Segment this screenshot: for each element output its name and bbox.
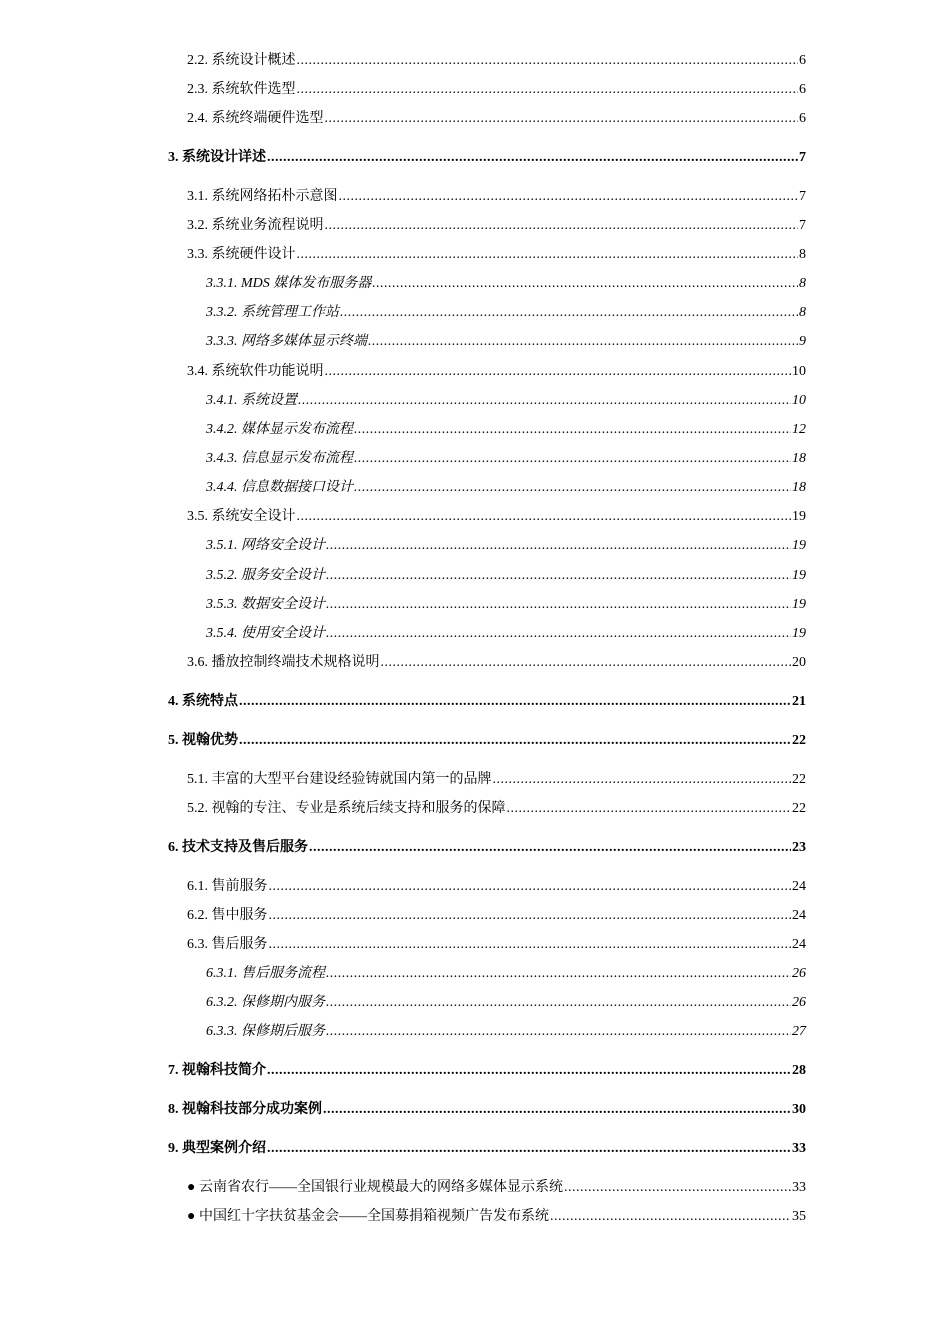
toc-entry-title: 2.2. 系统设计概述 xyxy=(187,53,296,68)
toc-dot-leader xyxy=(297,50,799,72)
toc-dot-leader xyxy=(507,798,792,820)
toc-dot-leader xyxy=(325,108,799,130)
toc-entry-title: 3.6. 播放控制终端技术规格说明 xyxy=(187,655,380,670)
toc-section-entry[interactable] xyxy=(187,215,806,237)
toc-entry-title: 3.4.2. 媒体显示发布流程 xyxy=(206,422,353,437)
toc-section-entry[interactable] xyxy=(187,506,806,528)
toc-subsection-entry[interactable] xyxy=(206,623,806,645)
toc-section-entry[interactable] xyxy=(187,769,806,791)
toc-section-entry[interactable] xyxy=(187,798,806,820)
toc-dot-leader xyxy=(323,1099,791,1121)
toc-page-number: 10 xyxy=(792,364,806,379)
toc-dot-leader xyxy=(267,1060,791,1082)
toc-entry-title: 6.3.2. 保修期内服务 xyxy=(206,995,325,1010)
toc-page-number: 22 xyxy=(792,772,806,787)
toc-entry-title: 6. 技术支持及售后服务 xyxy=(168,840,308,855)
toc-dot-leader xyxy=(354,419,791,441)
toc-page-number: 19 xyxy=(792,597,806,612)
toc-entry-title: 3. 系统设计详述 xyxy=(168,150,266,165)
toc-entry-title: 3.5. 系统安全设计 xyxy=(187,509,296,524)
toc-entry-title: 3.5.3. 数据安全设计 xyxy=(206,597,325,612)
toc-section-entry[interactable] xyxy=(187,186,806,208)
toc-page-number: 28 xyxy=(792,1063,806,1078)
toc-chapter-entry[interactable] xyxy=(168,730,806,752)
toc-dot-leader xyxy=(368,331,798,353)
toc-subsection-entry[interactable] xyxy=(206,535,806,557)
toc-entry-title: 3.4.3. 信息显示发布流程 xyxy=(206,451,353,466)
toc-dot-leader xyxy=(326,992,791,1014)
toc-chapter-entry[interactable] xyxy=(168,837,806,859)
toc-dot-leader xyxy=(298,390,791,412)
toc-case-item-entry[interactable] xyxy=(187,1177,806,1199)
toc-case-item-entry[interactable] xyxy=(187,1206,806,1228)
toc-page-number: 26 xyxy=(792,966,806,981)
toc-page-number: 30 xyxy=(792,1102,806,1117)
toc-section-entry[interactable] xyxy=(187,652,806,674)
toc-entry-title: 6.3.3. 保修期后服务 xyxy=(206,1024,325,1039)
toc-subsection-entry[interactable] xyxy=(206,419,806,441)
toc-page-number: 27 xyxy=(792,1024,806,1039)
toc-entry-title: 7. 视翰科技简介 xyxy=(168,1063,266,1078)
toc-entry-title: 3.5.1. 网络安全设计 xyxy=(206,538,325,553)
toc-entry-title: 8. 视翰科技部分成功案例 xyxy=(168,1102,322,1117)
toc-page-number: 9 xyxy=(799,334,806,349)
toc-dot-leader xyxy=(239,730,791,752)
toc-entry-title: 3.4.1. 系统设置 xyxy=(206,393,297,408)
toc-entry-title: 9. 典型案例介绍 xyxy=(168,1141,266,1156)
toc-dot-leader xyxy=(267,1138,791,1160)
toc-section-entry[interactable] xyxy=(187,79,806,101)
toc-dot-leader xyxy=(564,1177,791,1199)
toc-section-entry[interactable] xyxy=(187,876,806,898)
toc-entry-title: 5.2. 视翰的专注、专业是系统后续支持和服务的保障 xyxy=(187,801,506,816)
toc-page-number: 6 xyxy=(799,111,806,126)
toc-page-number: 24 xyxy=(792,937,806,952)
toc-page-number: 22 xyxy=(792,801,806,816)
toc-subsection-entry[interactable] xyxy=(206,992,806,1014)
toc-entry-title: 6.2. 售中服务 xyxy=(187,908,268,923)
toc-dot-leader xyxy=(326,535,791,557)
toc-page-number: 35 xyxy=(792,1209,806,1224)
toc-dot-leader xyxy=(325,215,799,237)
toc-section-entry[interactable] xyxy=(187,361,806,383)
toc-dot-leader xyxy=(326,1021,791,1043)
toc-dot-leader xyxy=(550,1206,791,1228)
toc-dot-leader xyxy=(269,905,792,927)
toc-entry-title: 3.3.3. 网络多媒体显示终端 xyxy=(206,334,367,349)
toc-page-number: 21 xyxy=(792,694,806,709)
toc-dot-leader xyxy=(354,477,791,499)
toc-entry-title: 3.5.2. 服务安全设计 xyxy=(206,568,325,583)
toc-section-entry[interactable] xyxy=(187,244,806,266)
toc-dot-leader xyxy=(354,448,791,470)
toc-entry-title: 3.3.2. 系统管理工作站 xyxy=(206,305,339,320)
toc-page-number: 18 xyxy=(792,480,806,495)
toc-page-number: 33 xyxy=(792,1180,806,1195)
toc-section-entry[interactable] xyxy=(187,50,806,72)
toc-dot-leader xyxy=(239,691,791,713)
toc-page-number: 6 xyxy=(799,53,806,68)
toc-entry-title: 5.1. 丰富的大型平台建设经验铸就国内第一的品牌 xyxy=(187,772,492,787)
toc-page-number: 22 xyxy=(792,733,806,748)
toc-dot-leader xyxy=(326,565,791,587)
toc-dot-leader xyxy=(325,361,792,383)
toc-page-number: 19 xyxy=(792,538,806,553)
toc-entry-title: 3.1. 系统网络拓朴示意图 xyxy=(187,189,338,204)
toc-subsection-entry[interactable] xyxy=(206,594,806,616)
toc-page-number: 26 xyxy=(792,995,806,1010)
toc-dot-leader xyxy=(340,302,798,324)
toc-page-number: 24 xyxy=(792,879,806,894)
toc-entry-title: 3.3. 系统硬件设计 xyxy=(187,247,296,262)
toc-entry-title: ● 云南省农行——全国银行业规模最大的网络多媒体显示系统 xyxy=(187,1180,563,1195)
toc-dot-leader xyxy=(297,79,799,101)
toc-subsection-entry[interactable] xyxy=(206,963,806,985)
toc-entry-title: 5. 视翰优势 xyxy=(168,733,238,748)
toc-subsection-entry[interactable] xyxy=(206,1021,806,1043)
toc-dot-leader xyxy=(326,963,791,985)
toc-page-number: 23 xyxy=(792,840,806,855)
toc-section-entry[interactable] xyxy=(187,905,806,927)
toc-page-number: 7 xyxy=(799,218,806,233)
toc-page-number: 7 xyxy=(799,189,806,204)
toc-subsection-entry[interactable] xyxy=(206,448,806,470)
toc-page-number: 19 xyxy=(792,626,806,641)
toc-chapter-entry[interactable] xyxy=(168,147,806,169)
toc-entry-title: 3.4.4. 信息数据接口设计 xyxy=(206,480,353,495)
toc-entry-title: 6.1. 售前服务 xyxy=(187,879,268,894)
toc-entry-title: 3.5.4. 使用安全设计 xyxy=(206,626,325,641)
toc-subsection-entry[interactable] xyxy=(206,273,806,295)
toc-dot-leader xyxy=(309,837,791,859)
toc-dot-leader xyxy=(339,186,799,208)
toc-page-number: 33 xyxy=(792,1141,806,1156)
toc-page-number: 7 xyxy=(799,150,806,165)
toc-entry-title: 4. 系统特点 xyxy=(168,694,238,709)
toc-page-number: 24 xyxy=(792,908,806,923)
toc-dot-leader xyxy=(493,769,792,791)
toc-dot-leader xyxy=(269,934,792,956)
toc-page-number: 8 xyxy=(799,247,806,262)
toc-page-number: 20 xyxy=(792,655,806,670)
toc-page-number: 10 xyxy=(792,393,806,408)
toc-chapter-entry[interactable] xyxy=(168,1060,806,1082)
toc-subsection-entry[interactable] xyxy=(206,565,806,587)
toc-entry-title: 3.4. 系统软件功能说明 xyxy=(187,364,324,379)
toc-entry-title: 2.4. 系统终端硬件选型 xyxy=(187,111,324,126)
toc-entry-title: 3.2. 系统业务流程说明 xyxy=(187,218,324,233)
toc-page-number: 19 xyxy=(792,568,806,583)
toc-page-number: 8 xyxy=(799,305,806,320)
toc-entry-title: 3.3.1. MDS 媒体发布服务器 xyxy=(206,276,372,291)
toc-entry-title: 6.3. 售后服务 xyxy=(187,937,268,952)
toc-dot-leader xyxy=(297,244,799,266)
toc-page-number: 6 xyxy=(799,82,806,97)
toc-dot-leader xyxy=(326,594,791,616)
toc-page-number: 19 xyxy=(792,509,806,524)
toc-dot-leader xyxy=(267,147,798,169)
toc-dot-leader xyxy=(297,506,792,528)
toc-section-entry[interactable] xyxy=(187,108,806,130)
toc-entry-title: 2.3. 系统软件选型 xyxy=(187,82,296,97)
toc-subsection-entry[interactable] xyxy=(206,302,806,324)
toc-chapter-entry[interactable] xyxy=(168,1099,806,1121)
toc-subsection-entry[interactable] xyxy=(206,477,806,499)
toc-subsection-entry[interactable] xyxy=(206,390,806,412)
toc-dot-leader xyxy=(326,623,791,645)
toc-dot-leader xyxy=(372,273,798,295)
toc-page-number: 8 xyxy=(799,276,806,291)
toc-entry-title: 6.3.1. 售后服务流程 xyxy=(206,966,325,981)
toc-subsection-entry[interactable] xyxy=(206,331,806,353)
toc-section-entry[interactable] xyxy=(187,934,806,956)
toc-dot-leader xyxy=(269,876,792,898)
toc-dot-leader xyxy=(381,652,792,674)
toc-page-number: 18 xyxy=(792,451,806,466)
toc-chapter-entry[interactable] xyxy=(168,691,806,713)
toc-page-number: 12 xyxy=(792,422,806,437)
toc-entry-title: ● 中国红十字扶贫基金会——全国募捐箱视频广告发布系统 xyxy=(187,1209,549,1224)
toc-chapter-entry[interactable] xyxy=(168,1138,806,1160)
